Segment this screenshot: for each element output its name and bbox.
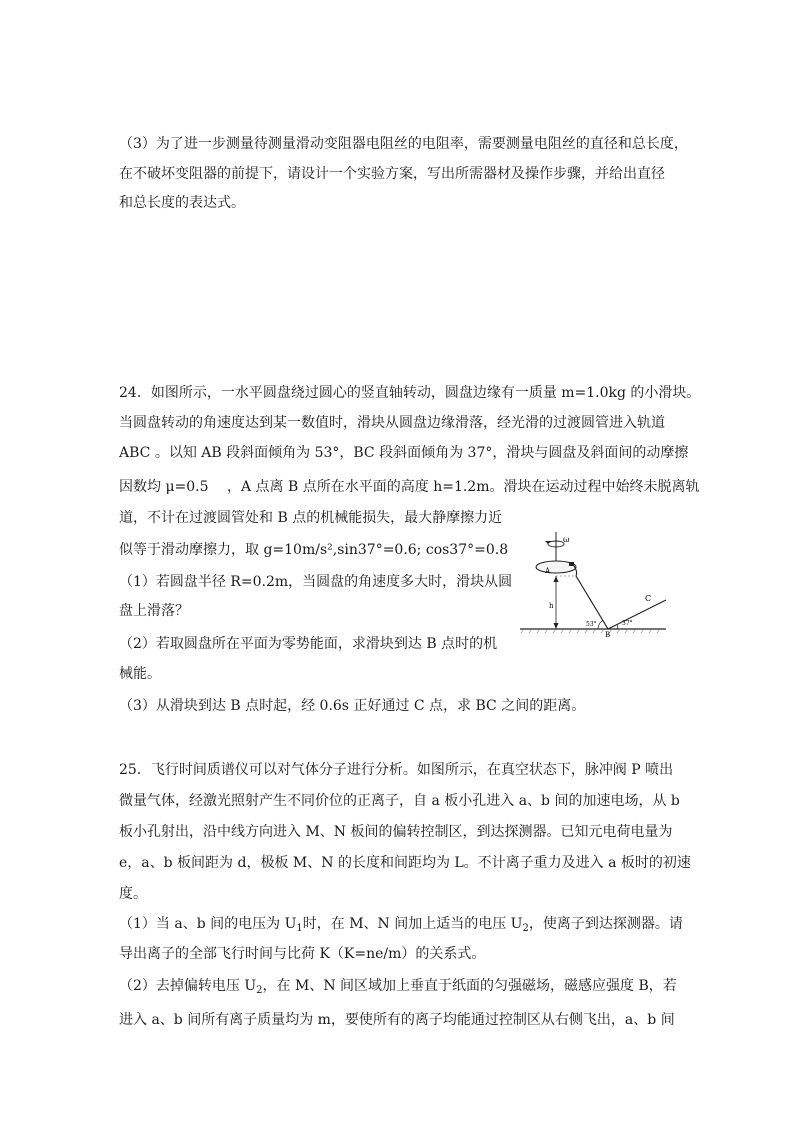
slider-block xyxy=(569,562,574,566)
q24-figure xyxy=(518,530,668,638)
angle-53-arc xyxy=(598,621,603,630)
height-label: h xyxy=(549,602,554,610)
q25-line-2: 微量气体，经激光照射产生不同价位的正离子，自 a 板小孔进入 a、b 间的加速电场，从 b xyxy=(119,793,680,809)
q25-line-3: 板小孔射出，沿中线方向进入 M、N 板间的偏转控制区，到达探测器。已知元电荷电量为 xyxy=(119,824,673,840)
u2-subscript-2: 2 xyxy=(256,985,263,996)
q25-line-9: 进入 a、b 间所有离子质量均为 m，要使所有的离子均能通过控制区从右侧飞出，a、b 间 xyxy=(119,1012,675,1028)
q24-line-7: （1）若圆盘半径 R=0.2m，当圆盘的角速度多大时，滑块从圆 xyxy=(119,574,513,590)
u1-subscript: 1 xyxy=(296,923,303,934)
q25-line-6-part-b: 时，在 M、N 间加上适当的电压 U xyxy=(302,916,523,932)
disc-track-diagram xyxy=(518,530,668,638)
q25-line-6-part-a: （1）当 a、b 间的电压为 U xyxy=(119,916,297,932)
q24-line-3: ABC 。以知 AB 段斜面倾角为 53°，BC 段斜面倾角为 37°，滑块与圆盘及斜面间的动摩擦 xyxy=(119,445,689,461)
q24-line-9: （2）若取圆盘所在平面为零势能面，求滑块到达 B 点时的机 xyxy=(119,636,498,652)
point-a-label: A xyxy=(545,567,551,575)
q23-line-3: 和总长度的表达式。 xyxy=(119,195,245,211)
point-c-label: C xyxy=(645,594,652,603)
q23-line-2: 在不破坏变阻器的前提下，请设计一个实验方案，写出所需器材及操作步骤，并给出直径 xyxy=(119,166,665,182)
q24-line-11: （3）从滑块到达 B 点时起，经 0.6s 正好通过 C 点，求 BC 之间的距离。 xyxy=(119,698,586,714)
q24-line-4: 因数均 μ=0.5 ，A 点离 B 点所在水平面的高度 h=1.2m。滑块在运动过程中始终未脱离轨 xyxy=(119,479,700,495)
angle-37-label: 37° xyxy=(622,620,633,627)
q24-line-6: 似等于滑动摩擦力，取 g=10m/s²,sin37°=0.6; cos37°=0.8 xyxy=(119,542,509,558)
q24-line-5: 道，不计在过渡圆管处和 B 点的机械能损失，最大静摩擦力近 xyxy=(119,510,503,526)
angle-37-arc xyxy=(617,625,618,630)
q25-line-7: 导出离子的全部飞行时间与比荷 K（K=ne/m）的关系式。 xyxy=(119,946,486,962)
q24-line-8: 盘上滑落？ xyxy=(119,603,189,619)
q25-line-8-part-a: （2）去掉偏转电压 U xyxy=(119,978,257,994)
q25-line-6-part-c: ，使离子到达探测器。请 xyxy=(528,916,683,932)
q25-line-5: 度。 xyxy=(119,886,147,902)
q25-line-8 xyxy=(119,976,677,996)
q25-line-6 xyxy=(119,914,683,934)
omega-label: ω xyxy=(563,535,570,544)
q24-line-1: 24．如图所示，一水平圆盘绕过圆心的竖直轴转动，圆盘边缘有一质量 m=1.0kg 的小滑块。 xyxy=(119,385,701,401)
point-b-label: B xyxy=(605,631,611,638)
q25-line-1: 25．飞行时间质谱仪可以对气体分子进行分析。如图所示，在真空状态下，脉冲阀 P 喷出 xyxy=(119,762,674,778)
angle-53-label: 53° xyxy=(586,621,597,628)
u2-subscript: 2 xyxy=(522,923,529,934)
q25-line-4: e，a、b 板间距为 d，极板 M、N 的长度和间距均为 L。不计离子重力及进入 a 板时的初速 xyxy=(119,855,691,871)
q24-line-10: 械能。 xyxy=(119,666,161,682)
q24-line-2: 当圆盘转动的角速度达到某一数值时，滑块从圆盘边缘滑落，经光滑的过渡圆管进入轨道 xyxy=(119,415,665,431)
q23-line-1: （3）为了进一步测量待测量滑动变阻器电阻丝的电阻率，需要测量电阻丝的直径和总长度， xyxy=(119,136,688,152)
q25-line-8-part-b: ，在 M、N 间区域加上垂直于纸面的匀强磁场，磁感应强度 B，若 xyxy=(262,978,677,994)
